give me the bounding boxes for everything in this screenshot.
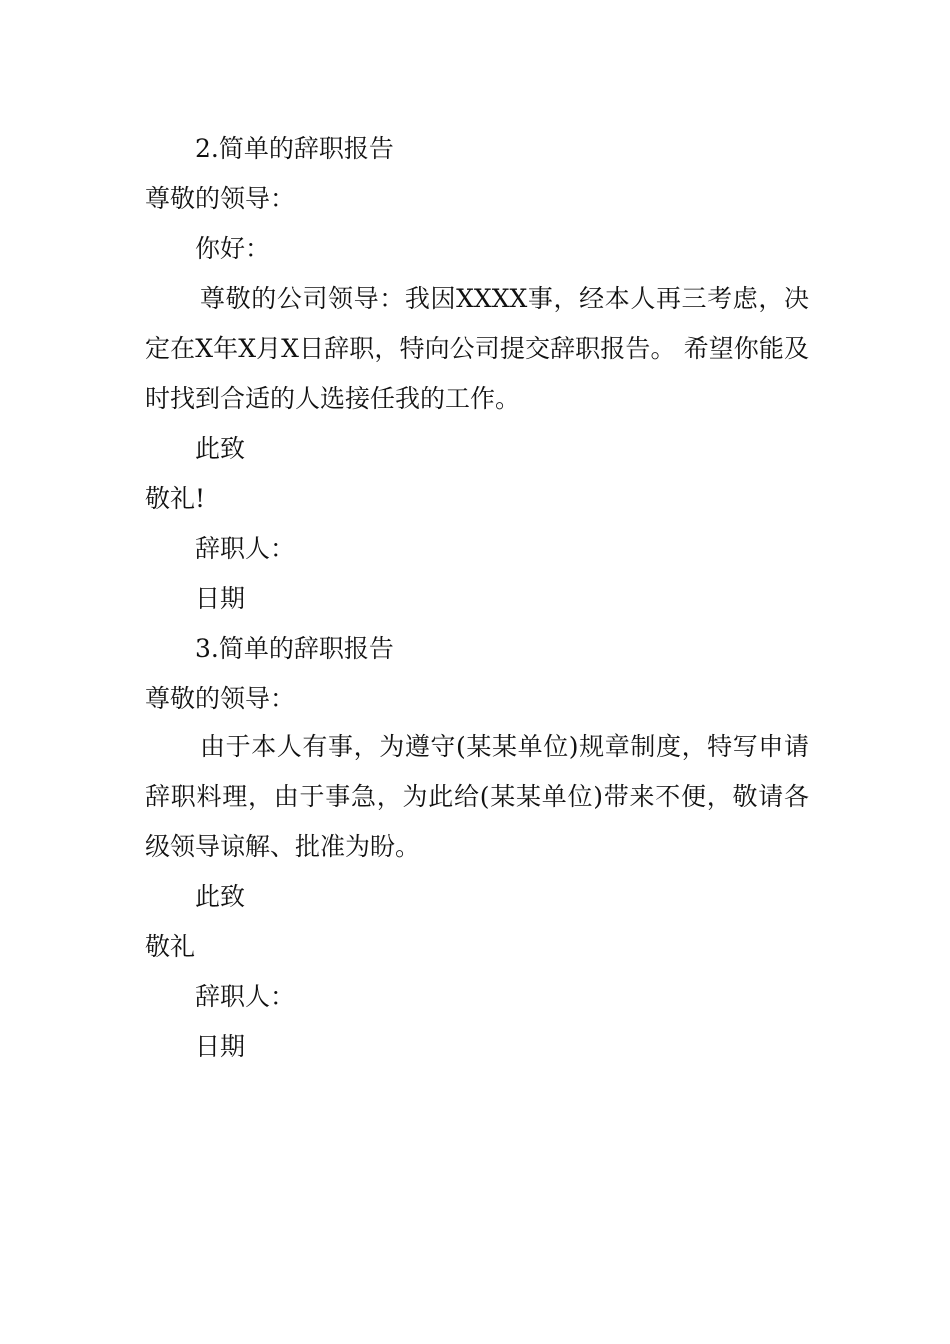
signature-label: 辞职人： [195, 534, 296, 563]
closing-line: 此致 [195, 434, 246, 463]
signature-label: 辞职人： [195, 982, 296, 1011]
closing-line: 此致 [195, 882, 246, 911]
section-heading: 2.简单的辞职报告 [195, 134, 394, 163]
closing-salute: 敬礼 [145, 932, 196, 961]
body-paragraph: 尊敬的公司领导：我因XXXX事，经本人再三考虑，决定在X年X月X日辞职，特向公司提交辞职报告。 希望你能及时找到合适的人选接任我的工作。 [145, 284, 809, 413]
date-label: 日期 [195, 1032, 246, 1061]
closing-salute: 敬礼! [145, 484, 206, 513]
date-label: 日期 [195, 584, 246, 613]
section-heading: 3.简单的辞职报告 [195, 634, 394, 663]
body-paragraph: 由于本人有事，为遵守(某某单位)规章制度，特写申请辞职料理，由于事急，为此给(某某单位)带来不便，敬请各级领导谅解、批准为盼。 [145, 732, 809, 861]
salutation: 尊敬的领导： [145, 184, 296, 213]
salutation: 尊敬的领导： [145, 684, 296, 713]
greeting: 你好： [195, 234, 271, 263]
